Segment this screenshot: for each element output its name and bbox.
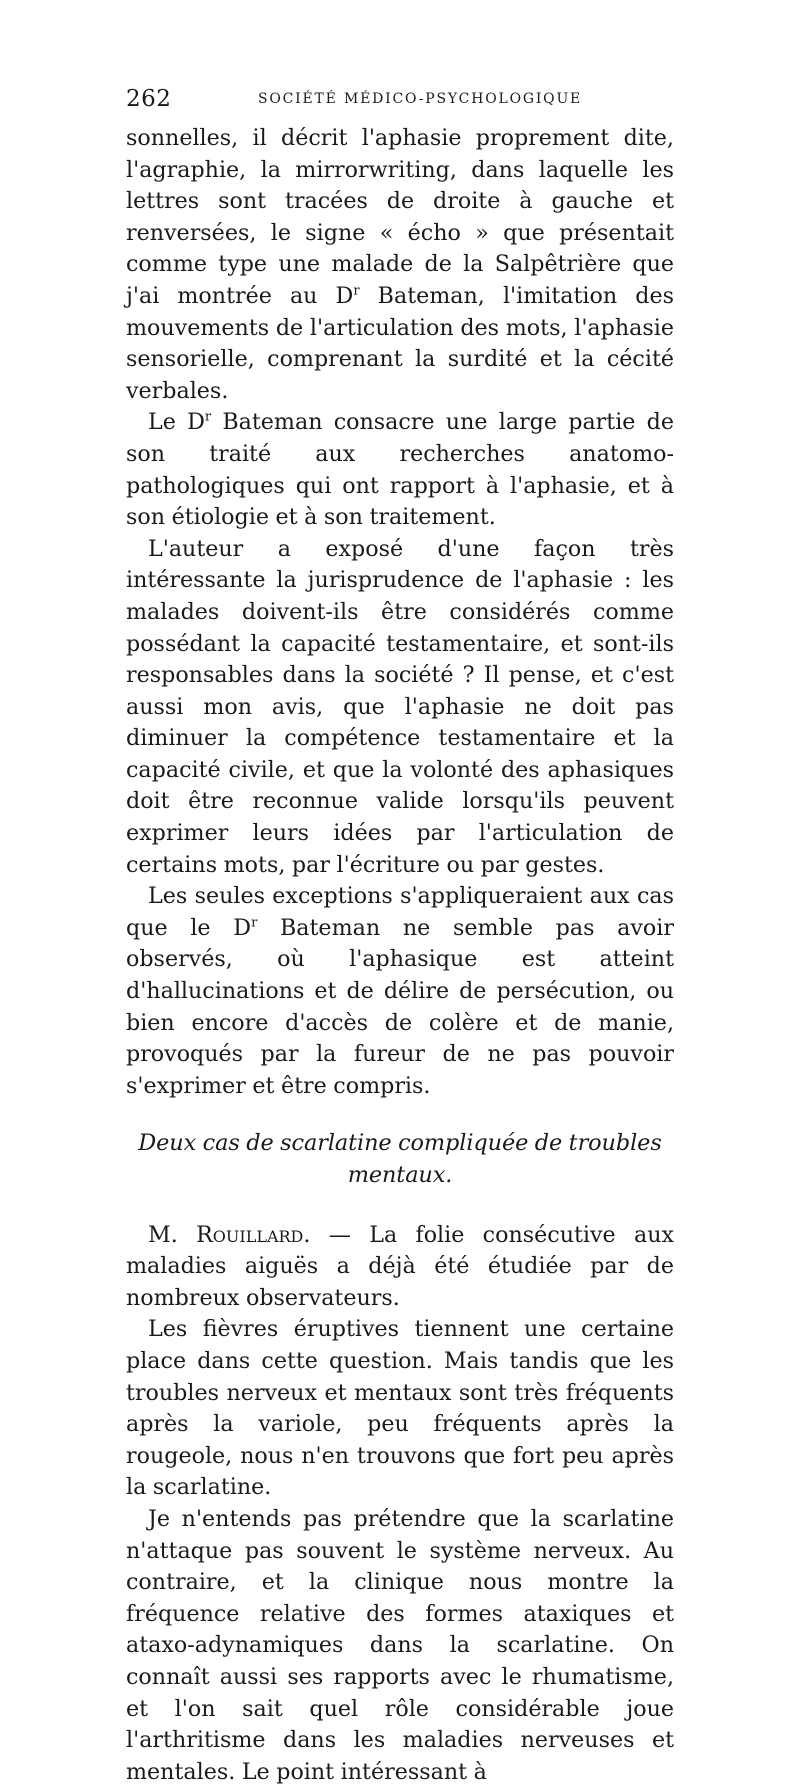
paragraph-2 <box>126 407 674 533</box>
superscript-r: r <box>353 283 360 299</box>
paragraph-1-text: sonnelles, il décrit l'aphasie proprement dite, l'agraphie, la mirrorwriting, dans laquelle les lettres sont tracées de droite à gauche et renversées, le signe « écho » que présentait comme type une malade de la Salpêtrière que j'ai montrée au D <box>126 125 674 309</box>
paragraph-4-start: Les seules exceptions s'appliqueraient aux cas que le D <box>126 883 674 941</box>
paragraph-7: Je n'entends pas prétendre que la scarlatine n'attaque pas souvent le système nerveux. Au contraire, et la clinique nous montre la fréquence relative des formes ataxiques et ataxo-adynamiques dans la scarlatine. On connaît aussi ses rapports avec le rhumatisme, et l'on sait quel rôle considérable joue l'arthritisme dans les maladies nerveuses et mentales. Le point intéressant à <box>126 1505 674 1785</box>
superscript-r: r <box>204 409 212 425</box>
paragraph-1 <box>126 123 674 407</box>
superscript-r: r <box>251 915 258 931</box>
section-title: Deux cas de scarlatine compliquée de troubles mentaux. <box>138 1130 662 1188</box>
paragraph-2-start: Le D <box>148 409 205 436</box>
paragraph-3: L'auteur a exposé d'une façon très intéressante la jurisprudence de l'aphasie : les malades doivent-ils être considérés comme possédant la capacité testamentaire, et sont-ils responsables dans la société ? Il pense, et c'est aussi mon avis, que l'aphasie ne doit pas diminuer la compétence testamentaire et la capacité civile, et que la volonté des aphasiques doit être reconnue valide lorsqu'ils peuvent exprimer leurs idées par l'articulation de certains mots, par l'écriture ou par gestes. <box>126 535 674 878</box>
paragraph-1-tail: Bateman, l'imitation des mouvements de l'articulation des mots, l'aphasie sensorielle, comprenant la surdité et la cécité verbales. <box>126 282 674 404</box>
running-title: SOCIÉTÉ MÉDICO-PSYCHOLOGIQUE <box>258 91 583 107</box>
paragraph-2-tail: Bateman consacre une large partie de son traité aux recherches anatomo-pathologiques qui ont rapport à l'aphasie, et à son étiologie et à son traitement. <box>126 409 674 531</box>
paragraph-6: Les fièvres éruptives tiennent une certaine place dans cette question. Mais tandis que les troubles nerveux et mentaux sont très fréquents après la variole, peu fréquents après la rougeole, nous n'en trouvons que fort peu après la scarlatine. <box>126 1316 674 1501</box>
paragraph-5-tail: — La folie consécutive aux maladies aiguës a déjà été étudiée par de nombreux observateurs. <box>126 1221 674 1311</box>
author-name: M. Rouillard. <box>148 1221 311 1248</box>
paragraph-5 <box>126 1220 674 1315</box>
page-header <box>126 86 674 116</box>
paragraph-4-tail: Bateman ne semble pas avoir observés, où l'aphasique est atteint d'hallucinations et de délire de persécution, ou bien encore d'accès de colère et de manie, provoqués par la fureur de ne pas pouvoir s'exprimer et être compris. <box>126 914 674 1099</box>
page-number: 262 <box>126 86 172 112</box>
paragraph-4 <box>126 881 674 1102</box>
body-text <box>126 123 674 1788</box>
